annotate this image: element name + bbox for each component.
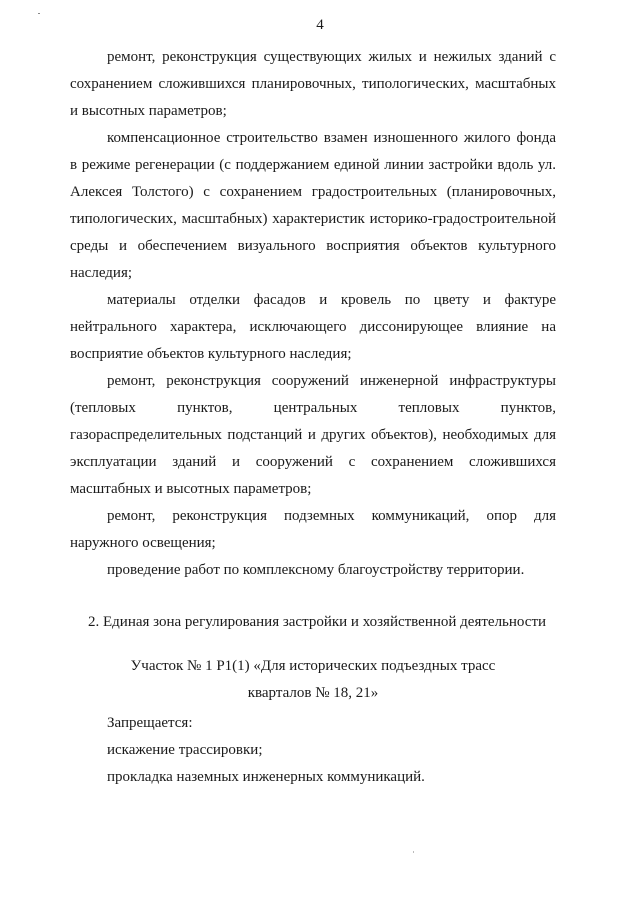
prohibited-label: Запрещается: [107, 715, 193, 731]
subsection-title [70, 653, 556, 707]
subsection-title-line: кварталов № 18, 21» [247, 685, 379, 701]
list-item: прокладка наземных инженерных коммуникаций. [107, 769, 425, 785]
section-heading: 2. Единая зона регулирования застройки и хозяйственной деятельности [88, 614, 547, 630]
paragraph: ремонт, реконструкция сооружений инженерной инфраструктуры (тепловых пунктов, центральных тепловых пунктов, газораспределительных подстанций и других объектов), необходимых для эксплуатации зданий и сооружений с сохранением сложившихся масштабных и высотных параметров; [70, 373, 556, 497]
paragraph: проведение работ по комплексному благоустройству территории. [107, 562, 525, 578]
list-item: искажение трассировки; [107, 742, 263, 758]
scan-speck [38, 13, 40, 14]
scan-speck [413, 851, 414, 853]
subsection-title-line: Участок № 1 Р1(1) «Для исторических подъездных трасс [130, 658, 496, 674]
paragraph: компенсационное строительство взамен изношенного жилого фонда в режиме регенерации (с поддержанием единой линии застройки вдоль ул. Алексея Толстого) с сохранением градостроительных (планировочных, типологических, масштабных) характеристик историко-градостроительной среды и обеспечением визуального восприятия объектов культурного наследия; [70, 130, 556, 281]
paragraph: ремонт, реконструкция существующих жилых и нежилых зданий с сохранением сложившихся планировочных, типологических, масштабных и высотных параметров; [70, 49, 556, 119]
paragraph: материалы отделки фасадов и кровель по цвету и фактуре нейтрального характера, исключающего диссонирующее влияние на восприятие объектов культурного наследия; [70, 292, 556, 362]
page-number: 4 [316, 17, 324, 33]
prohibited-list [70, 710, 556, 791]
paragraph: ремонт, реконструкция подземных коммуникаций, опор для наружного освещения; [70, 508, 556, 551]
document-body [70, 44, 556, 791]
